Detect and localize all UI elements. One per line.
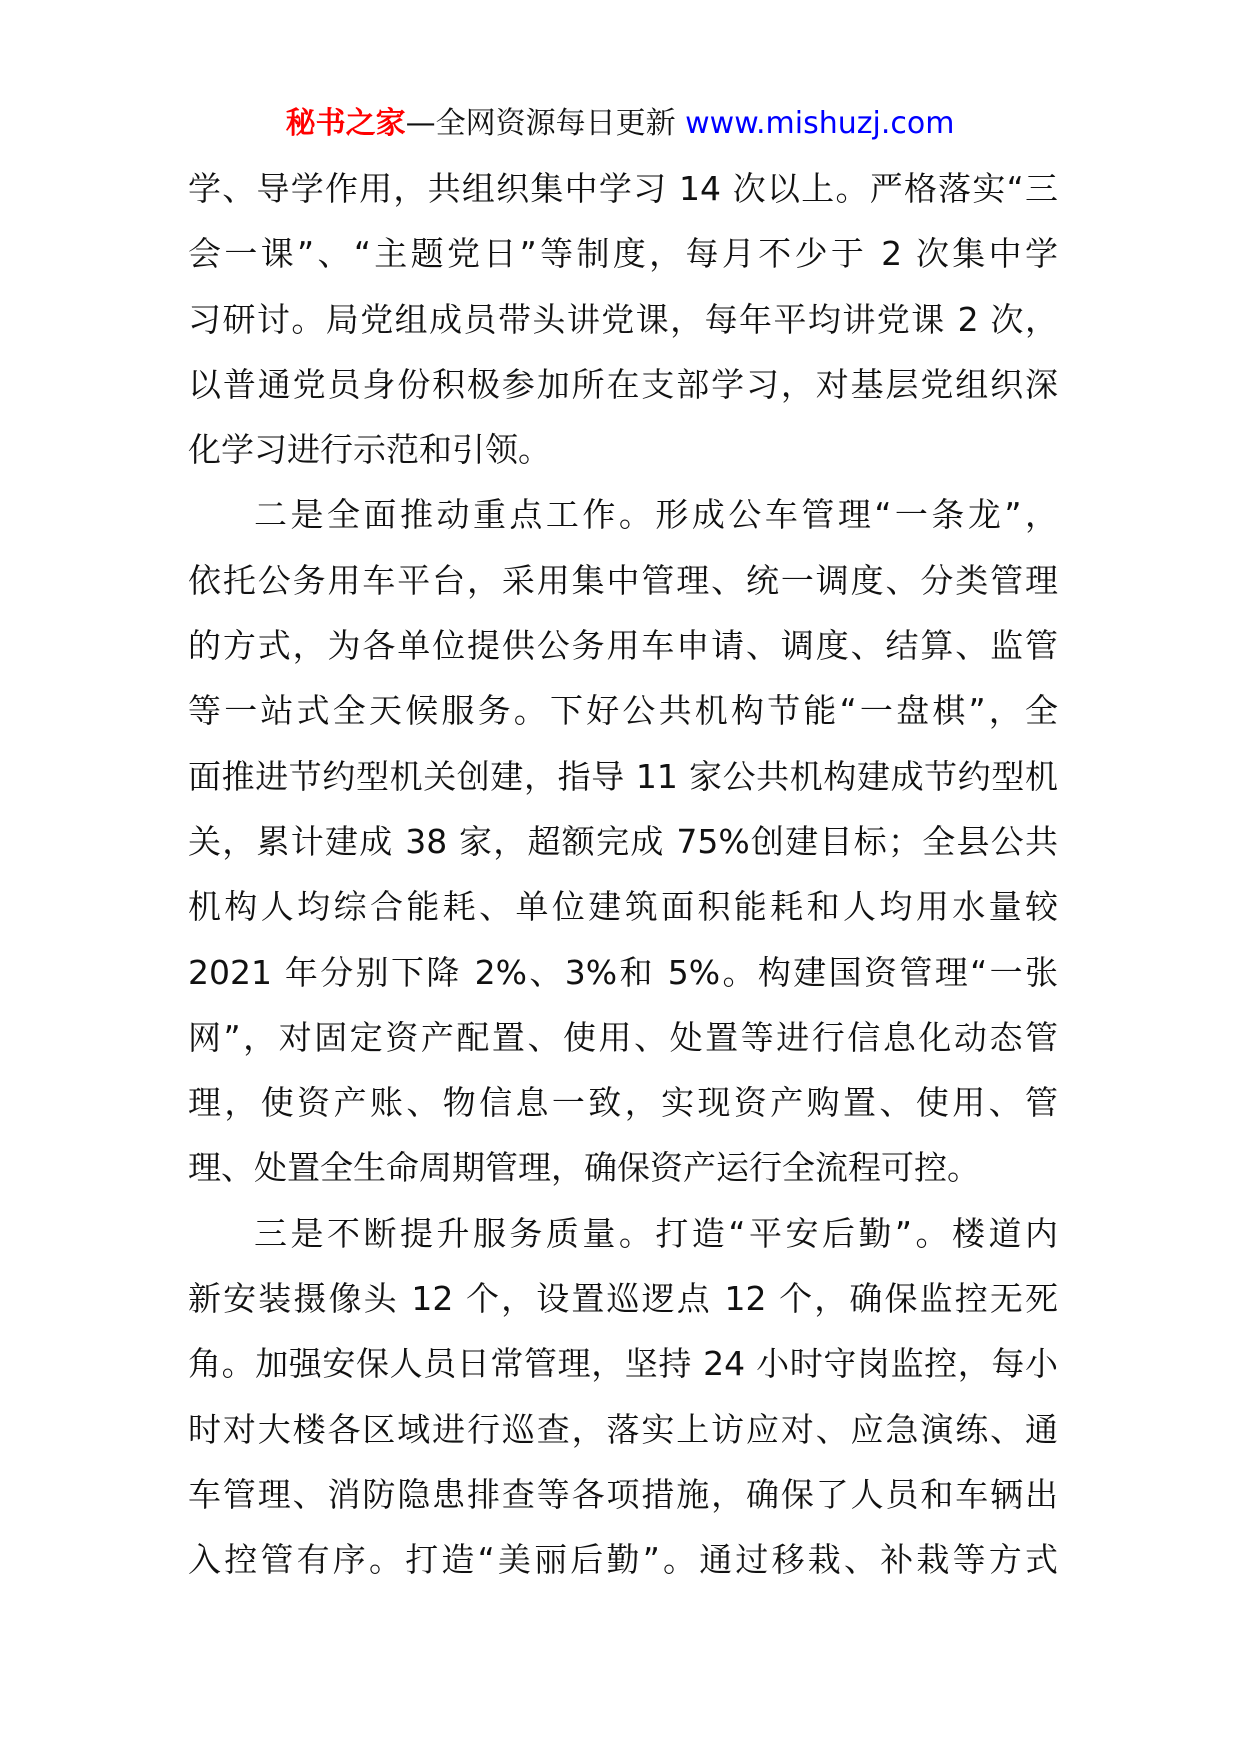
text-line: 2021 年分别下降 2%、3%和 5%。构建国资管理“一张	[188, 952, 1058, 992]
text-line: 时对大楼各区域进行巡查，落实上访应对、应急演练、通	[188, 1409, 1058, 1449]
text-line: 依托公务用车平台，采用集中管理、统一调度、分类管理	[188, 560, 1058, 600]
document-body	[188, 156, 1058, 1593]
text-line: 的方式，为各单位提供公务用车申请、调度、结算、监管	[188, 626, 1058, 666]
text-line: 以普通党员身份积极参加所在支部学习，对基层党组织深	[188, 364, 1058, 404]
text-line: 习研讨。局党组成员带头讲党课，每年平均讲党课 2 次，	[188, 299, 1058, 339]
paragraph-start-line: 二是全面推动重点工作。形成公车管理“一条龙”，	[254, 495, 1058, 535]
text-line: 机构人均综合能耗、单位建筑面积能耗和人均用水量较	[188, 887, 1058, 927]
text-line: 会一课”、“主题党日”等制度，每月不少于 2 次集中学	[188, 234, 1058, 274]
text-line: 网”，对固定资产配置、使用、处置等进行信息化动态管	[188, 1017, 1058, 1057]
text-line: 车管理、消防隐患排查等各项措施，确保了人员和车辆出	[188, 1474, 1058, 1514]
text-line: 学、导学作用，共组织集中学习 14 次以上。严格落实“三	[188, 169, 1058, 208]
text-line: 面推进节约型机关创建，指导 11 家公共机构建成节约型机	[188, 756, 1058, 796]
text-line: 新安装摄像头 12 个，设置巡逻点 12 个，确保监控无死	[188, 1279, 1058, 1319]
text-line: 关，累计建成 38 家，超额完成 75%创建目标；全县公共	[188, 821, 1058, 861]
text-line: 入控管有序。打造“美丽后勤”。通过移栽、补栽等方式	[188, 1540, 1058, 1580]
text-line: 化学习进行示范和引领。	[188, 430, 551, 470]
brand-name: 秘书之家	[285, 106, 406, 141]
text-line: 理、处置全生命周期管理，确保资产运行全流程可控。	[188, 1148, 980, 1188]
site-header	[0, 104, 1240, 144]
text-line: 角。加强安保人员日常管理，坚持 24 小时守岗监控，每小	[188, 1344, 1058, 1384]
site-url-link[interactable]: www.mishuzj.com	[685, 106, 955, 141]
text-line: 等一站式全天候服务。下好公共机构节能“一盘棋”，全	[188, 691, 1058, 731]
text-line: 理，使资产账、物信息一致，实现资产购置、使用、管	[188, 1083, 1058, 1123]
header-tagline: —全网资源每日更新	[405, 106, 676, 141]
paragraph-start-line: 三是不断提升服务质量。打造“平安后勤”。楼道内	[254, 1213, 1058, 1253]
